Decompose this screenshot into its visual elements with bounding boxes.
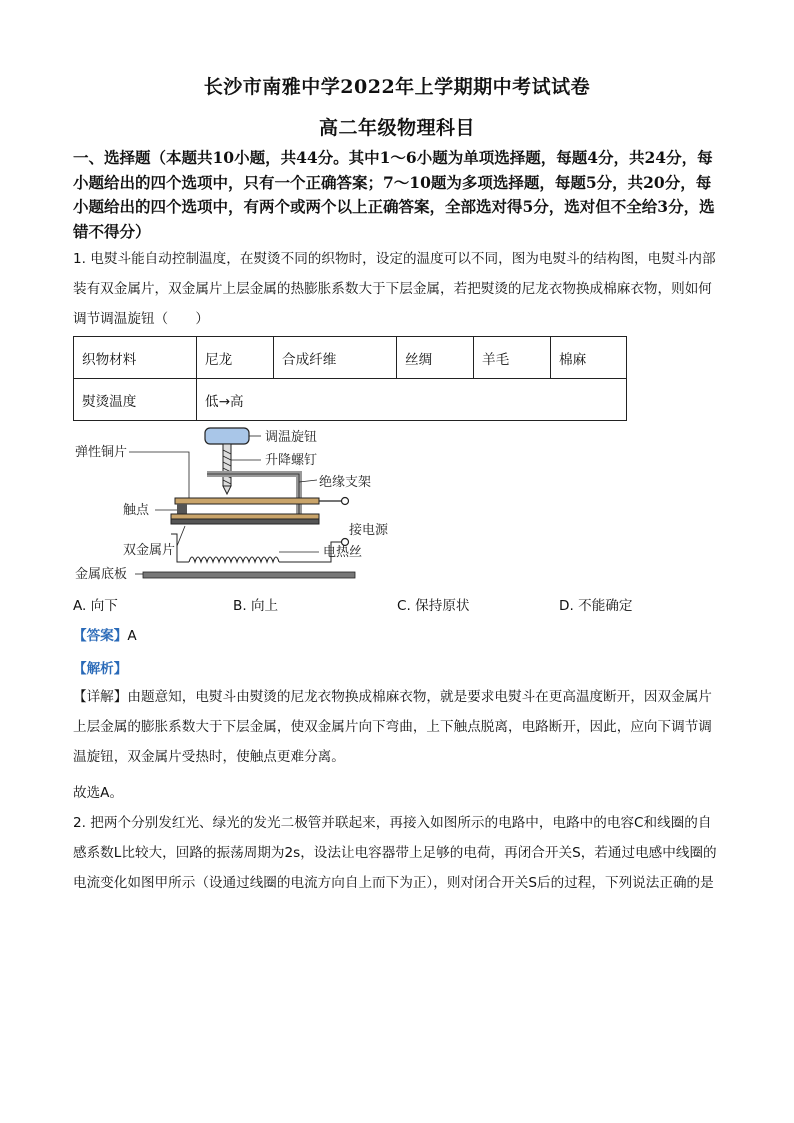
- insulating-bracket: [207, 474, 299, 520]
- label-contact: 触点: [123, 503, 150, 518]
- knob-shape: [205, 428, 249, 444]
- iron-structure-diagram: [73, 422, 433, 584]
- label-power: 接电源: [349, 523, 389, 538]
- detail-tag: 【详解】: [73, 689, 128, 705]
- bimetal-bottom: [171, 519, 319, 524]
- heating-coil: [189, 557, 279, 562]
- label-base: 金属底板: [75, 567, 128, 582]
- bimetal-top: [171, 514, 319, 519]
- table-row: [74, 379, 627, 421]
- label-copper: 弹性铜片: [75, 445, 128, 460]
- option-a: A. 向下: [73, 598, 118, 614]
- label-bracket: 绝缘支架: [319, 475, 372, 490]
- option-c: C. 保持原状: [397, 598, 470, 614]
- conclusion-line: 故选A。: [73, 785, 124, 801]
- option-b: B. 向上: [233, 598, 279, 614]
- label-screw: 升降螺钉: [265, 453, 318, 468]
- question-2-text: 2. 把两个分别发红光、绿光的发光二极管并联起来，再接入如图所示的电路中，电路中的电容C和线圈的自感系数L比较大，回路的振荡周期为2s，设法让电容器带上足够的电荷，再闭合开关S，若通过电感中线圈的电流变化如图甲所示（设通过线圈的电流方向自上而下为正），则对闭合开关S后的过程，下列说法正确的是: [73, 815, 717, 891]
- leader-line: [177, 526, 185, 546]
- exam-subtitle: 高二年级物理科目: [318, 117, 475, 139]
- question-1-text: 1. 电熨斗能自动控制温度，在熨烫不同的织物时，设定的温度可以不同，图为电熨斗的结构图，电熨斗内部装有双金属片，双金属片上层金属的热膨胀系数大于下层金属，若把熨烫的尼龙衣物换成棉麻衣物，则如何调节调温旋钮（ ）: [73, 251, 716, 327]
- label-wire: 电热丝: [323, 545, 363, 560]
- table-row: [74, 337, 627, 379]
- table-cell: 织物材料: [74, 337, 197, 379]
- answer-value: A: [127, 628, 137, 644]
- copper-strip: [175, 498, 319, 504]
- answer-line: [73, 624, 137, 644]
- table-cell: 低→高: [197, 379, 627, 421]
- contact-lower: [177, 509, 187, 514]
- contact-upper: [177, 504, 187, 509]
- table-cell: 丝绸: [397, 337, 474, 379]
- analysis-line: [73, 657, 127, 677]
- table-cell: 羊毛: [474, 337, 551, 379]
- bracket-outline: [207, 474, 299, 520]
- detail-text: 由题意知，电熨斗由熨烫的尼龙衣物换成棉麻衣物，就是要求电熨斗在更高温度断开，因双金属片上层金属的膨胀系数大于下层金属，使双金属片向下弯曲，上下触点脱离，电路断开，因此，应向下调节调温旋钮，双金属片受热时，使触点更难分离。: [73, 689, 712, 765]
- screw-tip: [223, 486, 231, 494]
- leader-line: [129, 452, 189, 498]
- table-cell: 尼龙: [197, 337, 274, 379]
- exam-title: 长沙市南雅中学2022年上学期期中考试试卷: [203, 76, 591, 98]
- detail-paragraph: [73, 682, 723, 772]
- analysis-tag: 【解析】: [73, 661, 128, 677]
- section-instructions: 一、选择题（本题共10小题，共44分。其中1～6小题为单项选择题，每题4分，共24分，每小题给出的四个选项中，只有一个正确答案；7～10题为多项选择题，每题5分，共20分，每小题给出的四个选项中，有两个或两个以上正确答案，全部选对得5分，选对但不全给3分，选错不得分）: [73, 148, 715, 241]
- table-cell: 棉麻: [551, 337, 627, 379]
- label-bimetal: 双金属片: [123, 543, 176, 558]
- table-cell: 熨烫温度: [74, 379, 197, 421]
- metal-base: [143, 572, 355, 578]
- table-cell: 合成纤维: [274, 337, 397, 379]
- fabric-temperature-table: [73, 336, 627, 421]
- question-1-options: [73, 594, 713, 616]
- answer-tag: 【答案】: [73, 628, 128, 644]
- terminal-top: [342, 498, 349, 505]
- option-d: D. 不能确定: [559, 598, 633, 614]
- label-knob: 调温旋钮: [265, 430, 318, 445]
